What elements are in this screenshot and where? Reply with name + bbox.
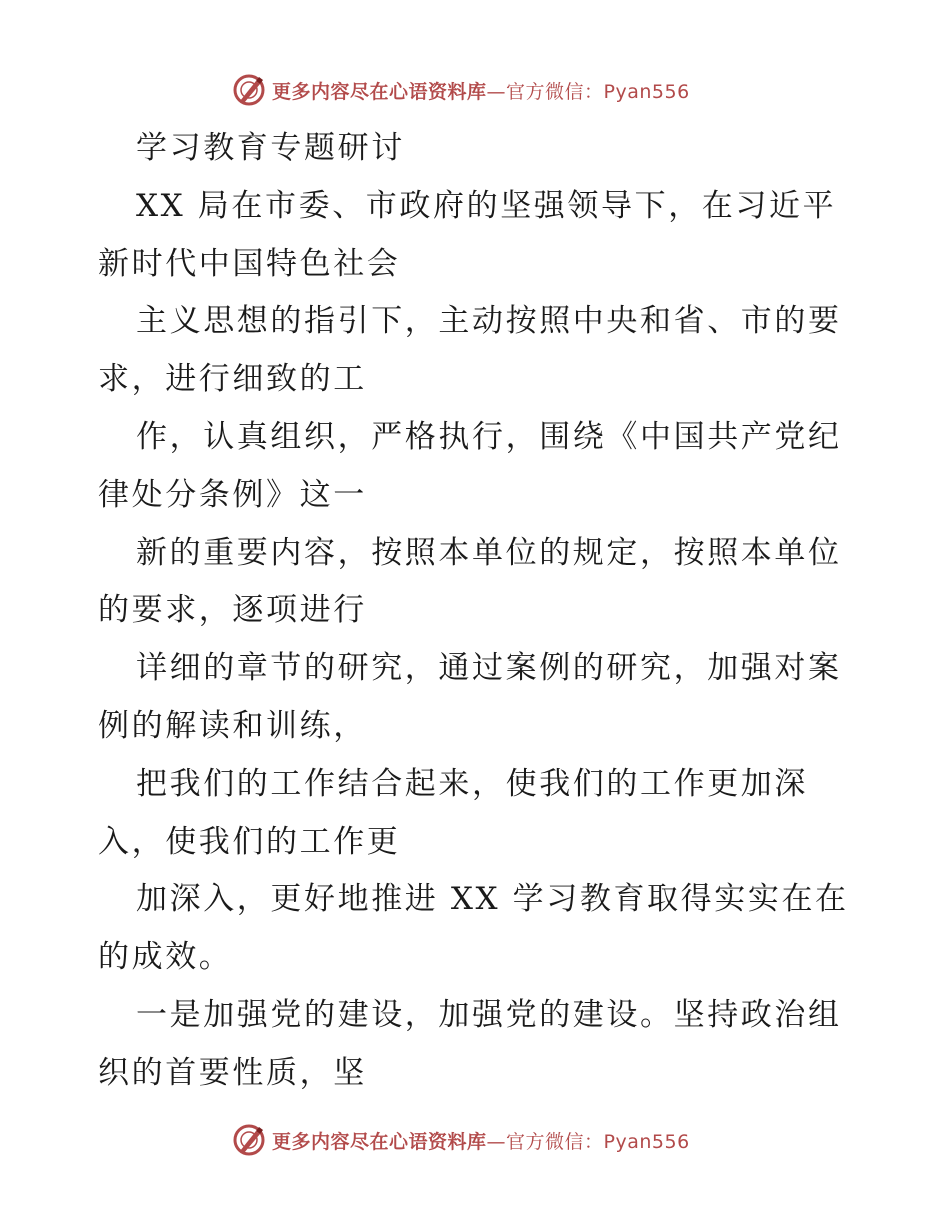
paragraph-line: 的成效。 — [98, 939, 233, 976]
paragraph-line: 一是加强党的建设，加强党的建设。坚持政治组 — [136, 996, 842, 1033]
paragraph-line: 新的重要内容，按照本单位的规定，按照本单位 — [136, 534, 842, 571]
header-watermark — [232, 70, 690, 110]
paragraph-line: 律处分条例》这一 — [98, 476, 367, 513]
footer-watermark-text: 更多内容尽在心语资料库—官方微信：Pyan556 — [272, 1130, 690, 1153]
paragraph-line: 把我们的工作结合起来，使我们的工作更加深 — [136, 765, 808, 802]
pen-circle-logo-icon — [232, 1123, 266, 1157]
pen-circle-logo-icon — [232, 73, 266, 107]
paragraph-line: XX 局在市委、市政府的坚强领导下，在习近平 — [136, 187, 837, 224]
paragraph-line: 加深入，更好地推进 XX 学习教育取得实实在在 — [136, 881, 849, 918]
footer-watermark — [232, 1120, 690, 1160]
paragraph-line: 详细的章节的研究，通过案例的研究，加强对案 — [136, 650, 842, 687]
paragraph-line: 例的解读和训练， — [98, 707, 367, 744]
paragraph-line: 求，进行细致的工 — [98, 361, 367, 398]
paragraph-line: 作，认真组织，严格执行，围绕《中国共产党纪 — [136, 418, 842, 455]
paragraph-line: 主义思想的指引下，主动按照中央和省、市的要 — [136, 303, 842, 340]
header-watermark-text: 更多内容尽在心语资料库—官方微信：Pyan556 — [272, 80, 690, 103]
paragraph-line: 的要求，逐项进行 — [98, 592, 367, 629]
document-body — [98, 120, 858, 1103]
paragraph-line: 入，使我们的工作更 — [98, 823, 401, 860]
document-title: 学习教育专题研讨 — [136, 130, 405, 166]
paragraph-line: 新时代中国特色社会 — [98, 245, 401, 282]
paragraph-line: 织的首要性质，坚 — [98, 1054, 367, 1091]
